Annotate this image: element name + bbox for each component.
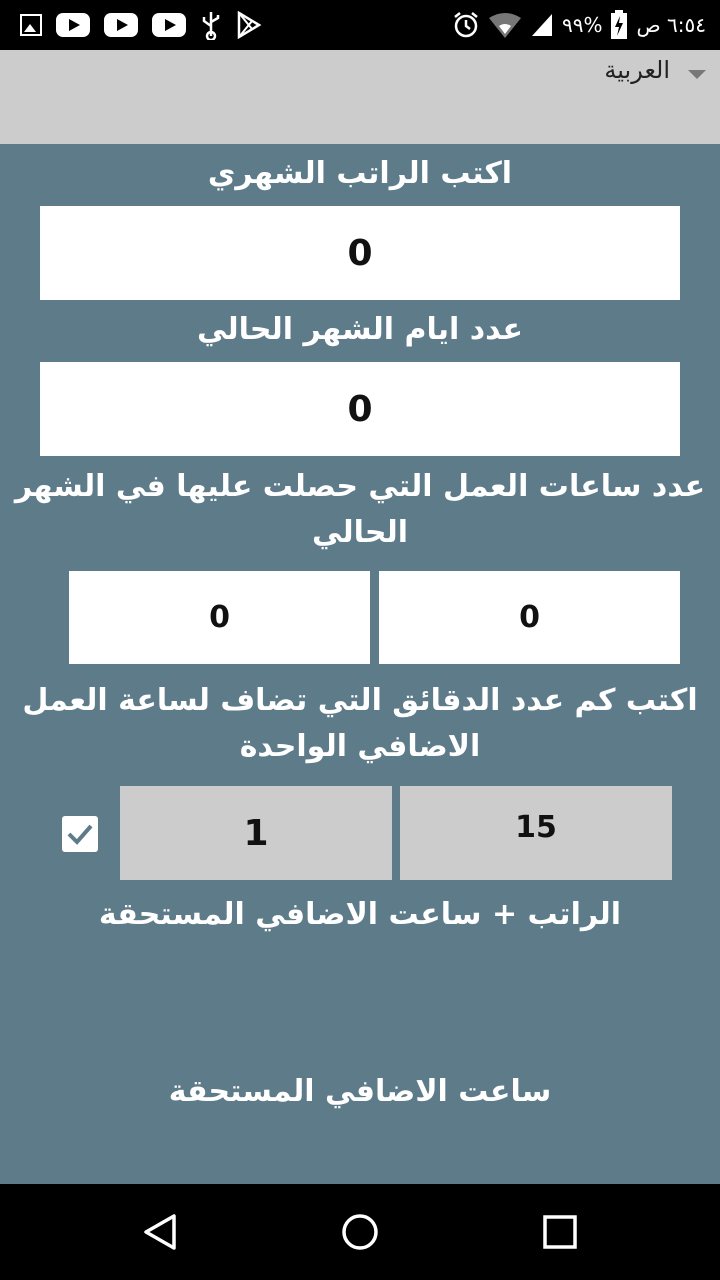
notification-icons <box>20 8 262 42</box>
calculator-form <box>0 144 720 1184</box>
salary-label: اكتب الراتب الشهري <box>207 156 513 191</box>
hours-label: عدد ساعات العمل التي حصلت عليها في الشهر الحالي <box>14 469 706 550</box>
status-bar <box>0 0 720 50</box>
youtube-icon <box>152 13 186 37</box>
battery-icon <box>610 10 628 40</box>
minutes-input-left[interactable]: 1 <box>120 786 392 880</box>
days-label: عدد ايام الشهر الحالي <box>197 312 523 347</box>
language-selector[interactable]: العربية <box>604 56 670 84</box>
minutes-checkbox[interactable] <box>62 816 98 852</box>
total-result-label: الراتب + ساعت الاضافي المستحقة <box>98 897 622 932</box>
system-icons <box>452 8 706 42</box>
language-toolbar <box>0 50 720 144</box>
image-icon <box>20 14 42 36</box>
battery-percent: ٩٩% <box>561 13 603 37</box>
overtime-result-label: ساعت الاضافي المستحقة <box>168 1074 552 1109</box>
navigation-bar <box>0 1184 720 1280</box>
days-input[interactable]: 0 <box>40 362 680 456</box>
back-icon[interactable] <box>140 1212 180 1252</box>
wifi-icon <box>488 12 522 38</box>
alarm-icon <box>452 11 480 39</box>
minutes-label: اكتب كم عدد الدقائق التي تضاف لساعة العمل الاضافي الواحدة <box>22 683 698 764</box>
youtube-icon <box>56 13 90 37</box>
signal-icon <box>530 12 554 38</box>
home-icon[interactable] <box>340 1212 380 1252</box>
check-icon <box>66 822 94 846</box>
dropdown-caret-icon[interactable] <box>688 70 706 79</box>
clock: ٦:٥٤ ص <box>636 13 706 37</box>
hours-input-right[interactable]: 0 <box>379 571 680 664</box>
recents-icon[interactable] <box>542 1214 578 1250</box>
youtube-icon <box>104 13 138 37</box>
hours-input-left[interactable]: 0 <box>69 571 370 664</box>
usb-icon <box>200 10 222 40</box>
minutes-input-right[interactable]: 15 <box>400 786 672 880</box>
play-store-icon <box>236 11 262 39</box>
salary-input[interactable]: 0 <box>40 206 680 300</box>
